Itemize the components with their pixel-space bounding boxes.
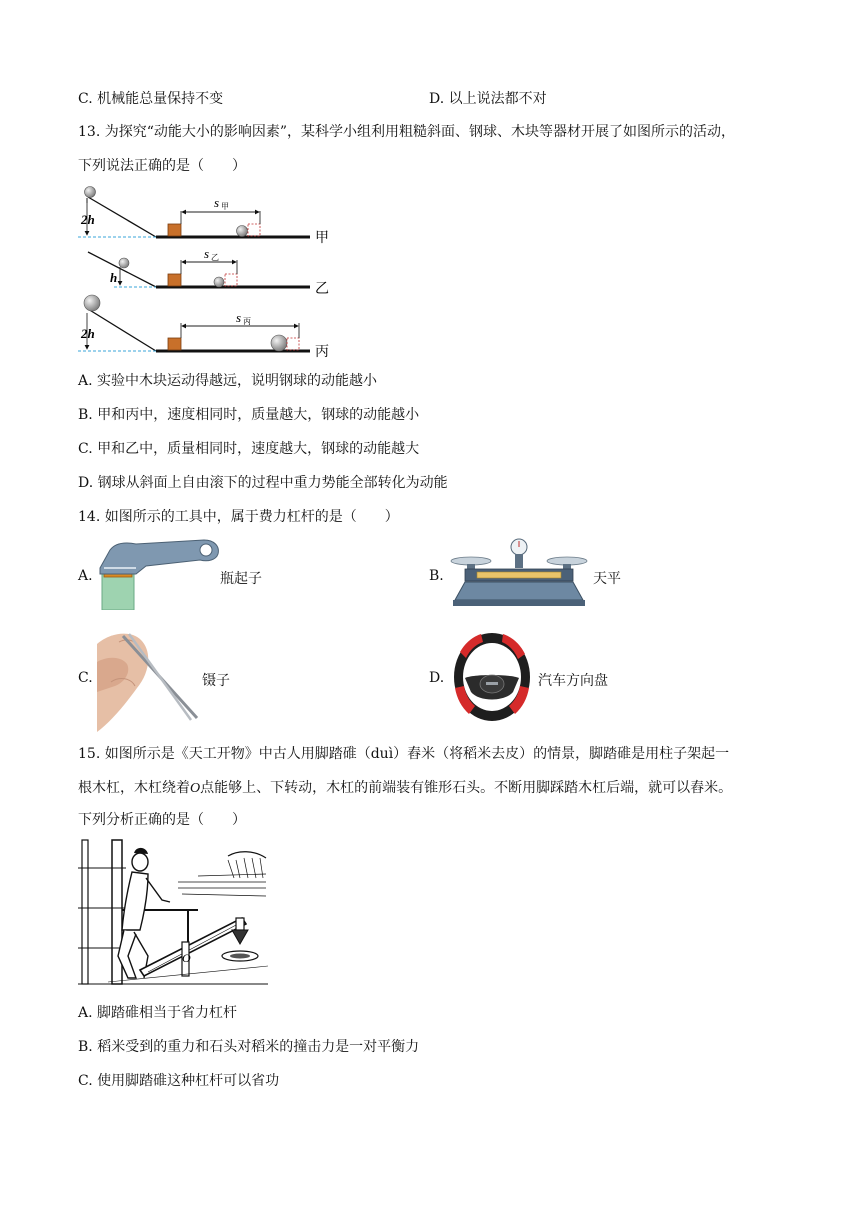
foot-mortar-illustration — [78, 838, 268, 988]
q13-option-d: D. 钢球从斜面上自由滚下的过程中重力势能全部转化为动能 — [78, 475, 448, 491]
q14-option-d-label: 汽车方向盘 — [538, 673, 608, 689]
q15-option-c: C. 使用脚踏碓这种杠杆可以省功 — [78, 1073, 280, 1089]
q15-option-b: B. 稻米受到的重力和石头对稻米的撞击力是一对平衡力 — [78, 1039, 420, 1055]
q13-option-c: C. 甲和乙中，质量相同时，速度越大，钢球的动能越大 — [78, 441, 420, 457]
label-2h-jia: 2h — [81, 212, 95, 227]
figure-row-jia — [78, 187, 329, 247]
label-bing: 丙 — [315, 345, 329, 358]
q14-option-b-label: 天平 — [593, 571, 621, 587]
q15-stem-line1: 15. 如图所示是《天工开物》中古人用脚踏碓（duì）舂米（将稻米去皮）的情景，脚踏碓是用柱子架起一 — [78, 746, 730, 762]
label-s-bing-sub: 丙 — [243, 317, 251, 326]
bottle-opener-image — [96, 538, 221, 610]
q13-option-b: B. 甲和丙中，速度相同时，质量越大，钢球的动能越小 — [78, 407, 420, 423]
q13-stem-line1: 13. 为探究“动能大小的影响因素”，某科学小组利用粗糙斜面、钢球、木块等器材开展了如图所示的活动， — [78, 124, 736, 140]
q14-option-c-label: 镊子 — [202, 673, 230, 689]
q14-option-d-letter: D. — [429, 670, 445, 686]
label-s-yi-sub: 乙 — [211, 253, 219, 262]
q15-pivot-o: O — [190, 781, 201, 796]
q14-option-c-letter: C. — [78, 670, 93, 686]
q15-stem-line2-b: 点能够上、下转动，木杠的前端装有锥形石头。不断用脚踩踏木杠后端，就可以舂米。 — [200, 780, 733, 796]
q15-stem-line2-a: 根木杠，木杠绕着 — [78, 780, 190, 796]
label-h-yi: h — [110, 270, 118, 285]
label-2h-bing: 2h — [81, 326, 95, 341]
q14-stem: 14. 如图所示的工具中，属于费力杠杆的是（ ） — [78, 509, 399, 525]
q12-option-d: D. 以上说法都不对 — [429, 91, 547, 107]
balance-image — [449, 538, 589, 608]
q15-stem-line2 — [78, 777, 732, 797]
q12-option-c: C. 机械能总量保持不变 — [78, 91, 224, 107]
q14-option-b-letter: B. — [429, 568, 444, 584]
label-s-jia: s — [214, 195, 220, 210]
q15-stem-line3: 下列分析正确的是（ ） — [78, 812, 246, 828]
q15-option-a: A. 脚踏碓相当于省力杠杆 — [78, 1005, 238, 1021]
figure-row-bing — [78, 295, 329, 358]
label-jia: 甲 — [315, 231, 329, 246]
label-s-bing: s — [236, 310, 242, 325]
label-s-jia-sub: 甲 — [221, 202, 229, 211]
figure-row-yi — [88, 246, 329, 297]
q13-figure — [78, 183, 348, 358]
label-s-yi: s — [204, 246, 210, 261]
q14-option-a-label: 瓶起子 — [220, 571, 262, 587]
tweezers-image — [97, 622, 201, 732]
q14-option-a-letter: A. — [78, 568, 93, 584]
figure-pivot-o: O — [182, 951, 191, 965]
label-yi: 乙 — [315, 282, 329, 297]
q13-option-a: A. 实验中木块运动得越远，说明钢球的动能越小 — [78, 373, 378, 389]
q13-stem-line2: 下列说法正确的是（ ） — [78, 158, 246, 174]
steering-wheel-image — [451, 630, 533, 724]
